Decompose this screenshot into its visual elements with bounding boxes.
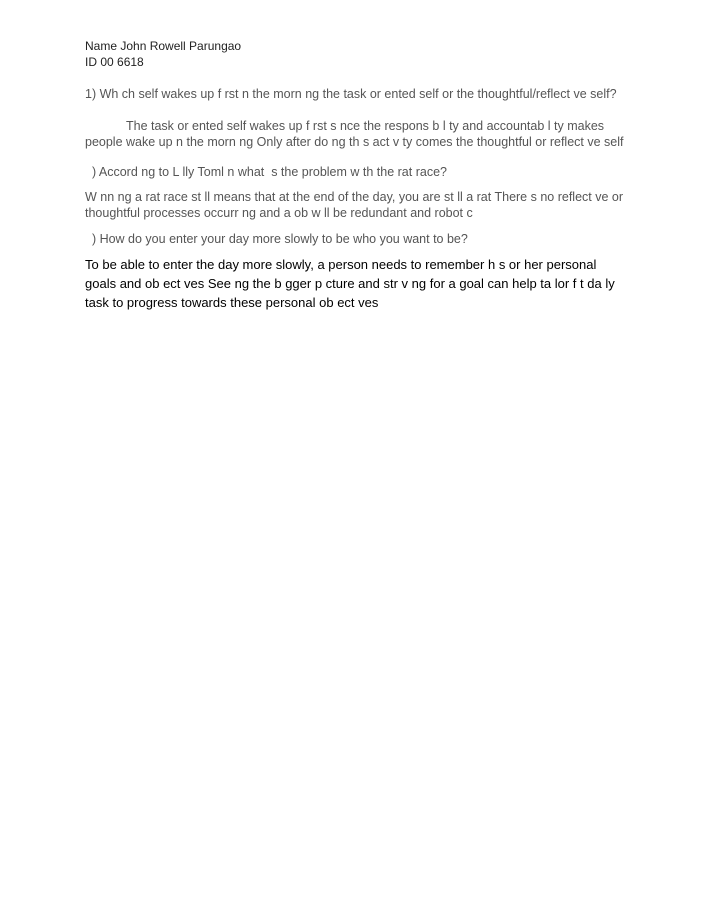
document-body: [85, 38, 630, 312]
question-2: ) Accord ng to L lly Toml n what s the problem w th the rat race?: [85, 165, 447, 179]
student-name: Name John Rowell Parungao: [85, 39, 242, 53]
question-1: 1) Wh ch self wakes up f rst n the morn ng the task or ented self or the thoughtful/reflect ve self?: [85, 87, 617, 101]
answer-1: The task or ented self wakes up f rst s nce the respons b l ty and accountab l ty makes people wake up n the morn ng Only after do ng th s act v ty comes the thoughtful or reflect ve self: [85, 119, 624, 149]
question-3: ) How do you enter your day more slowly to be who you want to be?: [85, 232, 468, 246]
answer-3: To be able to enter the day more slowly, a person needs to remember h s or her personal goals and ob ect ves See ng the b gger p cture and str v ng for a goal can help ta lor f t da ly task to progress towards these personal ob ect ves: [85, 257, 615, 310]
answer-2: W nn ng a rat race st ll means that at the end of the day, you are st ll a rat There s no reflect ve or thoughtful processes occurr ng and a ob w ll be redundant and robot c: [85, 190, 624, 220]
student-id: ID 00 6618: [85, 55, 144, 69]
